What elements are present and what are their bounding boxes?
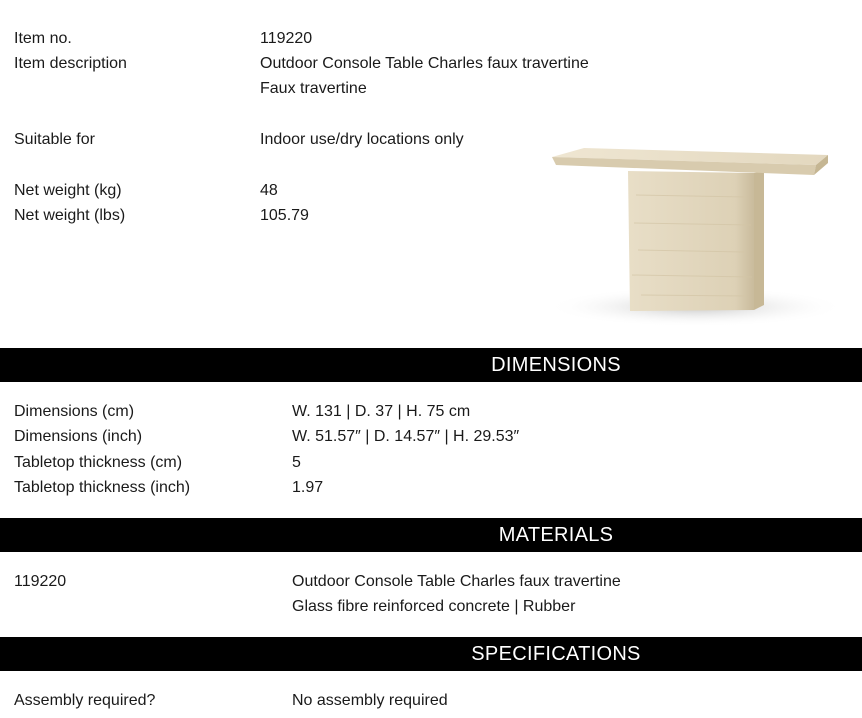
assembly-required-value: No assembly required <box>292 692 448 709</box>
dimensions-inch-value: W. 51.57″ | D. 14.57″ | H. 29.53″ <box>292 428 520 445</box>
materials-heading: MATERIALS <box>498 524 614 546</box>
net-weight-kg-value: 48 <box>260 182 278 199</box>
item-no-value: 119220 <box>260 30 313 47</box>
materials-line1: Outdoor Console Table Charles faux travertine <box>292 573 621 590</box>
table-base <box>628 171 754 311</box>
item-no-label: Item no. <box>14 30 72 47</box>
net-weight-lbs-label: Net weight (lbs) <box>14 207 126 224</box>
item-description-line1: Outdoor Console Table Charles faux travertine <box>260 55 589 72</box>
dimensions-cm-value: W. 131 | D. 37 | H. 75 cm <box>292 403 471 420</box>
materials-code: 119220 <box>14 573 67 590</box>
specifications-header <box>0 637 862 671</box>
dimensions-header <box>0 348 862 382</box>
dimensions-cm-label: Dimensions (cm) <box>14 403 135 420</box>
tabletop-thickness-cm-label: Tabletop thickness (cm) <box>14 454 183 471</box>
tabletop-thickness-cm-value: 5 <box>292 454 301 471</box>
item-description-line2: Faux travertine <box>260 80 367 97</box>
dimensions-heading: DIMENSIONS <box>491 354 621 376</box>
dimensions-inch-label: Dimensions (inch) <box>14 428 143 445</box>
tabletop-thickness-inch-label: Tabletop thickness (inch) <box>14 479 191 496</box>
net-weight-kg-label: Net weight (kg) <box>14 182 122 199</box>
materials-line2: Glass fibre reinforced concrete | Rubber <box>292 598 576 615</box>
assembly-required-label: Assembly required? <box>14 692 156 709</box>
materials-header <box>0 518 862 552</box>
tabletop-thickness-inch-value: 1.97 <box>292 479 324 496</box>
suitable-for-label: Suitable for <box>14 131 95 148</box>
specifications-heading: SPECIFICATIONS <box>471 643 641 665</box>
net-weight-lbs-value: 105.79 <box>260 207 309 224</box>
item-description-label: Item description <box>14 55 127 72</box>
suitable-for-value: Indoor use/dry locations only <box>260 131 464 148</box>
product-image <box>546 135 836 335</box>
